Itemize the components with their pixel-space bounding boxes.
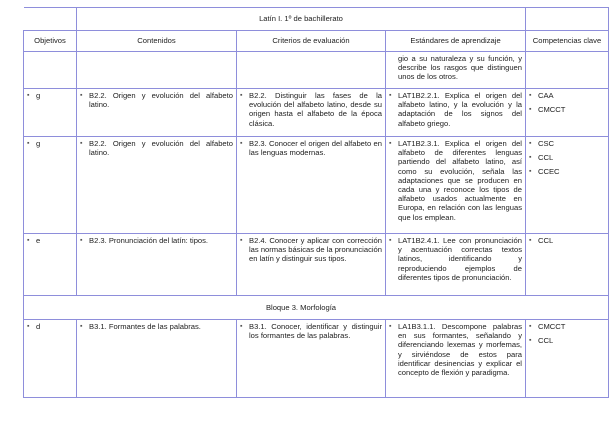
row-criterio: B3.1. Conocer, identificar y distinguir los formantes de las palabras.: [249, 322, 382, 341]
header-estandares: Estándares de aprendizaje: [386, 31, 526, 52]
bullet-icon: ▪: [529, 106, 532, 114]
cont-estandar: gio a su naturaleza y su función, y describe los rasgos que distinguen unos de los otros.: [386, 52, 526, 89]
row-contenido: B2.2. Origen y evolución del alfabeto latino.: [89, 139, 233, 158]
bullet-icon: ▪: [240, 323, 243, 330]
table-row: [24, 320, 609, 398]
row-criterio: B2.3. Conocer el origen del alfabeto en las lenguas modernas.: [249, 139, 382, 158]
bullet-icon: ▪: [240, 140, 243, 147]
table-row: [24, 234, 609, 296]
header-objetivos: Objetivos: [24, 31, 77, 52]
row-objetivo: e: [36, 236, 41, 245]
competencia-badge: CMCCT: [538, 105, 566, 115]
bullet-icon: ▪: [80, 92, 83, 99]
bullet-icon: ▪: [80, 140, 83, 147]
bullet-icon: ▪: [529, 323, 532, 330]
row-contenido: B2.2. Origen y evolución del alfabeto latino.: [89, 91, 233, 110]
bullet-icon: ▪: [27, 92, 30, 99]
row-estandar: LAT1B2.2.1. Explica el origen del alfabeto latino, y la evolución y la adaptación de los signos del alfabeto griego.: [398, 91, 522, 128]
bullet-icon: ▪: [240, 92, 243, 99]
competencia-badge: CCEC: [538, 167, 560, 177]
cont-criterio: [237, 52, 386, 89]
bullet-icon: ▪: [240, 237, 243, 244]
bullet-icon: ▪: [80, 237, 83, 244]
curriculum-table: [23, 7, 609, 398]
header-criterios: Criterios de evaluación: [237, 31, 386, 52]
bullet-icon: ▪: [529, 154, 532, 162]
header-contenidos: Contenidos: [77, 31, 237, 52]
header-competencias: Competencias clave: [526, 31, 609, 52]
row-criterio: B2.4. Conocer y aplicar con corrección las normas básicas de la pronunciación en latín y distinguir sus tipos.: [249, 236, 382, 264]
table-row: [24, 137, 609, 234]
continuation-row: [24, 52, 609, 89]
row-estandar: LAT1B2.4.1. Lee con pronunciación y acentuación correctas textos latinos, identificando y reproduciendo ejemplos de diferentes tipos de pronunciación.: [398, 236, 522, 282]
bullet-icon: ▪: [529, 140, 532, 147]
bullet-icon: ▪: [529, 337, 532, 345]
bullet-icon: ▪: [529, 92, 532, 99]
competencia-badge: CCL: [538, 236, 554, 245]
row-criterio: B2.2. Distinguir las fases de la evolución del alfabeto latino, desde su origen hasta el alfabeto de la época clásica.: [249, 91, 382, 128]
bullet-icon: ▪: [27, 323, 30, 330]
bullet-icon: ▪: [529, 168, 532, 176]
row-estandar: LAT1B2.3.1. Explica el origen del alfabeto de diferentes lenguas partiendo del alfabeto latino, así como su evolución, señala las adaptaciones que se producen en cada una y reconoce los tipos de alfabeto usados actualmente en Europa, en relación con las lenguas que los emplean.: [398, 139, 522, 222]
title-left-blank: [24, 8, 77, 31]
bullet-icon: ▪: [529, 237, 532, 244]
competencia-badge: CSC: [538, 139, 555, 148]
table-title-row: [24, 8, 609, 31]
bullet-icon: ▪: [389, 92, 392, 99]
competencia-badge: CCL: [538, 336, 554, 346]
bullet-icon: ▪: [80, 323, 83, 330]
bullet-icon: ▪: [27, 140, 30, 147]
section-right-blank: [526, 296, 609, 320]
row-estandar: LA1B3.1.1. Descompone palabras en sus formantes, señalando y diferenciando lexemas y morfemas, y sirviéndose de estos para identificar desinencias y explicar el concepto de flexión y paradigma.: [398, 322, 522, 378]
column-header-row: [24, 31, 609, 52]
row-contenido: B3.1. Formantes de las palabras.: [89, 322, 201, 331]
bullet-icon: ▪: [27, 237, 30, 244]
curriculum-page: [23, 7, 608, 398]
bullet-icon: ▪: [389, 323, 392, 330]
row-objetivo: g: [36, 91, 41, 100]
title-right-blank: [526, 8, 609, 31]
bullet-icon: ▪: [389, 237, 392, 244]
row-objetivo: d: [36, 322, 41, 331]
table-row: [24, 89, 609, 137]
competencia-badge: CAA: [538, 91, 554, 100]
row-contenido: B2.3. Pronunciación del latín: tipos.: [89, 236, 209, 245]
bullet-icon: ▪: [389, 140, 392, 147]
competencia-badge: CMCCT: [538, 322, 566, 331]
cont-contenido: [77, 52, 237, 89]
table-title: Latín I. 1º de bachillerato: [77, 8, 526, 31]
cont-competencias: [526, 52, 609, 89]
section-row: [24, 296, 609, 320]
section-left-blank: [24, 296, 77, 320]
cont-objetivo: [24, 52, 77, 89]
row-objetivo: g: [36, 139, 41, 148]
section-title: Bloque 3. Morfología: [77, 296, 526, 320]
competencia-badge: CCL: [538, 153, 554, 163]
